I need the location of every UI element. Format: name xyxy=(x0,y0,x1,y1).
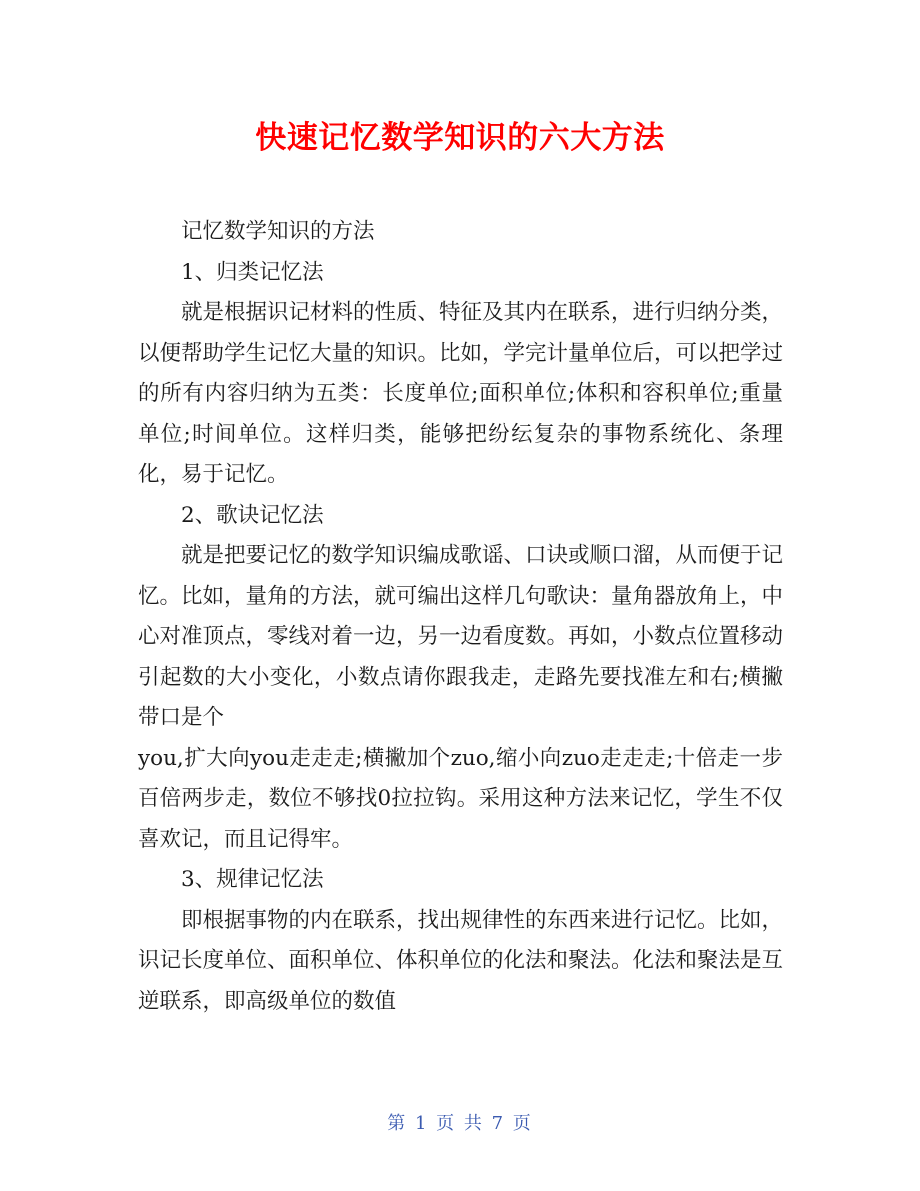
document-body xyxy=(138,212,783,1022)
method-paragraph-3: 即根据事物的内在联系，找出规律性的东西来进行记忆。比如，识记长度单位、面积单位、体积单位的化法和聚法。化法和聚法是互逆联系，即高级单位的数值 xyxy=(138,907,784,1014)
method-heading-2: 2、歌诀记忆法 xyxy=(181,502,324,528)
section-heading: 记忆数学知识的方法 xyxy=(181,219,375,244)
method-paragraph-2: 就是把要记忆的数学知识编成歌谣、口诀或顺口溜，从而便于记忆。比如，量角的方法，就可编出这样几句歌诀：量角器放角上，中心对准顶点，零线对着一边，另一边看度数。再如，小数点位置移动引起数的大小变化，小数点请你跟我走，走路先要找准左和右;横撇带口是个 you,扩大向you走走走;横撇加个zuo,缩小向zuo走走走;十倍走一步百倍两步走，数位不够找0拉拉钩。采用这种方法来记忆，学生不仅喜欢记，而且记得牢。 xyxy=(138,543,784,852)
page-number-footer: 第 1 页 共 7 页 xyxy=(387,1113,533,1134)
method-paragraph-1: 就是根据识记材料的性质、特征及其内在联系，进行归纳分类，以便帮助学生记忆大量的知识。比如，学完计量单位后，可以把学过的所有内容归纳为五类：长度单位;面积单位;体积和容积单位;重量单位;时间单位。这样归类，能够把纷纭复杂的事物系统化、条理化，易于记忆。 xyxy=(138,300,784,487)
method-heading-3: 3、规律记忆法 xyxy=(181,867,324,892)
method-heading-1: 1、归类记忆法 xyxy=(181,259,324,285)
document-title: 快速记忆数学知识的六大方法 xyxy=(255,120,665,156)
